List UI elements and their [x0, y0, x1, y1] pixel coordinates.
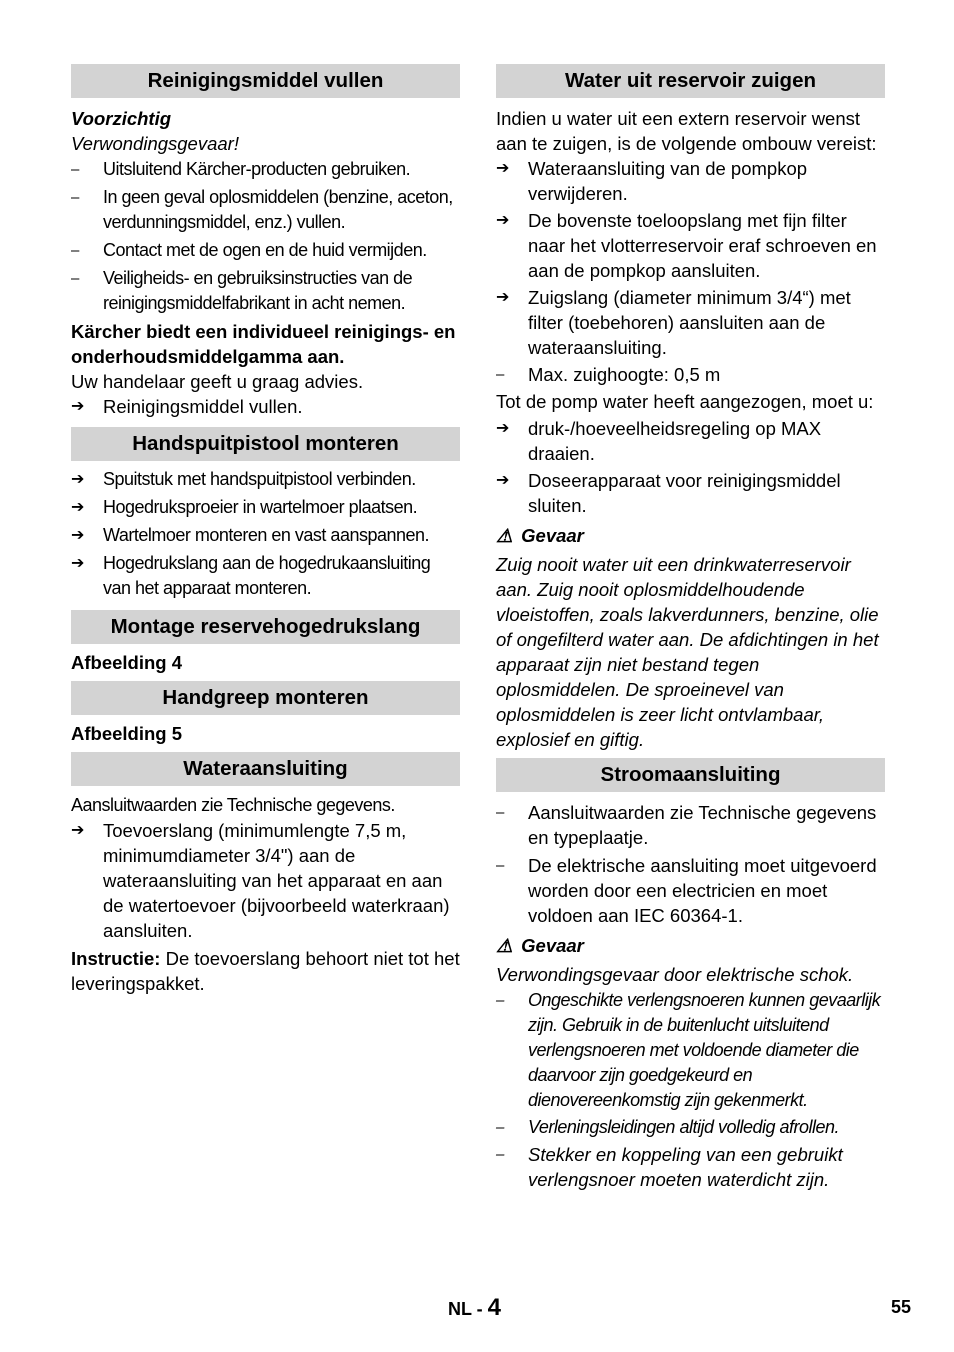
- section-heading-power-connection: Stroomaansluiting: [496, 758, 885, 792]
- step-item: ➔ Reinigingsmiddel vullen.: [71, 396, 303, 417]
- instruction-note: Instructie: De toevoerslang behoort niet tot het leveringspakket.: [71, 948, 460, 994]
- arrow-icon: ➔: [496, 289, 510, 306]
- arrow-icon: ➔: [496, 212, 510, 229]
- danger-label: ⚠ Gevaar: [496, 935, 584, 956]
- reservoir-intro: Indien u water uit een extern reservoir wenst aan te zuigen, is de volgende ombouw vereist:: [496, 108, 877, 154]
- step-item: ➔ Hogedrukslang aan de hogedrukaansluiting van het apparaat monteren.: [71, 551, 460, 601]
- list-item: – Uitsluitend Kärcher-producten gebruiken.: [71, 157, 460, 182]
- list-item: – Verleningsleidingen altijd volledig afrollen.: [496, 1115, 885, 1140]
- arrow-icon: ➔: [496, 420, 510, 437]
- figure-reference: Afbeelding 5: [71, 723, 183, 744]
- page-number: 55: [891, 1297, 912, 1317]
- section-heading-handle: Handgreep monteren: [71, 681, 460, 715]
- arrow-icon: ➔: [496, 472, 510, 489]
- section-heading-spray-gun: Handspuitpistool monteren: [71, 427, 460, 461]
- list-item: – Aansluitwaarden zie Technische gegevens en typeplaatje.: [496, 802, 877, 848]
- footer-language-page: NL - 4: [448, 1294, 502, 1321]
- step-item: ➔ druk-/hoeveelheidsregeling op MAX draaien.: [496, 418, 822, 464]
- arrow-icon: ➔: [71, 527, 84, 544]
- list-item: – Veiligheids- en gebruiksinstructies van de reinigingsmiddelfabrikant in acht nemen.: [71, 266, 460, 316]
- danger-text: Zuig nooit water uit een drinkwaterreservoir aan. Zuig nooit oplosmiddelhoudende vloeistoffen, zoals lakverdunners, benzine, olie of ongefilterd water aan. De afdichtingen in het apparaat zijn niet bestand tegen oplosmiddelen. De sproeinevel van oplosmiddelen is zeer licht ontvlambaar, explosief en giftig.: [496, 554, 879, 750]
- warning-icon: ⚠: [496, 525, 513, 546]
- arrow-icon: ➔: [496, 160, 510, 177]
- list-item: – De elektrische aansluiting moet uitgevoerd worden door een electricien en moet voldoen aan IEC 60364-1.: [496, 855, 877, 926]
- section-heading-detergent: Reinigingsmiddel vullen: [71, 64, 460, 98]
- dash-marker: –: [71, 270, 79, 287]
- caution-label: Voorzichtig: [71, 108, 172, 129]
- step-item: ➔ De bovenste toeloopslang met fijn filter naar het vlotterreservoir eraf schroeven en aan de pompkop aansluiten.: [496, 210, 877, 281]
- list-item: – In geen geval oplosmiddelen (benzine, aceton, verdunningsmiddel, enz.) vullen.: [71, 185, 460, 235]
- arrow-icon: ➔: [71, 499, 84, 516]
- section-heading-reservoir-suction: Water uit reservoir zuigen: [496, 64, 885, 98]
- danger-text: Verwondingsgevaar door elektrische schok.: [496, 964, 854, 985]
- right-column: [496, 64, 885, 1192]
- arrow-icon: ➔: [71, 471, 84, 488]
- list-item: – Ongeschikte verlengsnoeren kunnen gevaarlijk zijn. Gebruik in de buitenlucht uitsluitend verlengsnoeren met voldoende diameter die daarvoor zijn goedgekeurd en dienovereenkomstig zijn gekenmerkt.: [496, 988, 885, 1113]
- step-item: ➔ Wartelmoer monteren en vast aanspannen.: [71, 523, 460, 548]
- dash-marker: –: [496, 992, 504, 1009]
- dash-marker: –: [496, 366, 505, 383]
- step-item: ➔ Toevoerslang (minimumlengte 7,5 m, minimumdiameter 3/4") aan de wateraansluiting van het apparaat en aan de watertoevoer (bijvoorbeeld waterkraan) aansluiten.: [71, 820, 450, 941]
- dash-marker: –: [496, 857, 505, 874]
- step-item: ➔ Wateraansluiting van de pompkop verwijderen.: [496, 158, 808, 204]
- section-heading-water-connection: Wateraansluiting: [71, 752, 460, 786]
- list-item: – Contact met de ogen en de huid vermijden.: [71, 238, 460, 263]
- step-item: ➔ Doseerapparaat voor reinigingsmiddel sluiten.: [496, 470, 841, 516]
- arrow-icon: ➔: [71, 822, 85, 839]
- dash-marker: –: [71, 242, 79, 259]
- arrow-icon: ➔: [71, 398, 85, 415]
- list-item: – Max. zuighoogte: 0,5 m: [496, 364, 721, 385]
- list-item: – Stekker en koppeling van een gebruikt verlengsnoer moeten waterdicht zijn.: [496, 1144, 843, 1190]
- step-item: ➔ Spuitstuk met handspuitpistool verbinden.: [71, 467, 460, 492]
- product-range-note: Kärcher biedt een individueel reinigings- en onderhoudsmiddelgamma aan.: [71, 321, 456, 367]
- dash-marker: –: [71, 189, 79, 206]
- warning-icon: ⚠: [496, 935, 513, 956]
- step-item: ➔ Hogedruksproeier in wartelmoer plaatsen.: [71, 495, 460, 520]
- section-heading-spare-hose: Montage reservehogedrukslang: [71, 610, 460, 644]
- priming-intro: Tot de pomp water heeft aangezogen, moet u:: [496, 391, 874, 412]
- dash-marker: –: [496, 804, 505, 821]
- arrow-icon: ➔: [71, 555, 84, 572]
- step-item: ➔ Zuigslang (diameter minimum 3/4“) met filter (toebehoren) aansluiten aan de wateraansluiting.: [496, 287, 851, 358]
- dealer-advice: Uw handelaar geeft u graag advies.: [71, 371, 364, 392]
- injury-warning: Verwondingsgevaar!: [71, 133, 239, 154]
- left-column: [71, 64, 460, 996]
- dash-marker: –: [71, 161, 79, 178]
- connection-values-note: Aansluitwaarden zie Technische gegevens.: [71, 795, 395, 815]
- figure-reference: Afbeelding 4: [71, 652, 183, 673]
- dash-marker: –: [496, 1146, 505, 1163]
- dash-marker: –: [496, 1119, 504, 1136]
- danger-label: ⚠ Gevaar: [496, 525, 584, 546]
